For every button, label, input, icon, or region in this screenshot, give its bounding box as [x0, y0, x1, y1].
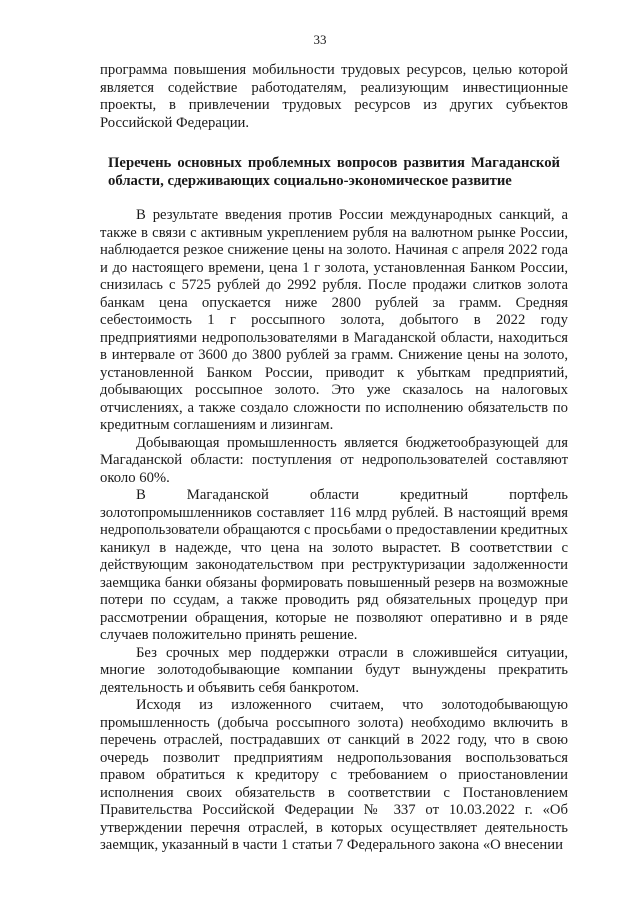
spacer: [100, 190, 568, 207]
paragraph-sanctions-gold-price: В результате введения против России международных санкций, а также в связи с активным укреплением рубля на валютном рынке России, наблюдается резкое снижение цены на золото. Начиная с апреля 2022 года и до настоящего времени, цена 1 г золота, установленная Банком России, снизилась с 5725 рублей до 2992 рубля. После продажи слитков золота банкам цена опускается ниже 2800 рублей за грамм. Средняя себестоимость 1 г россыпного золота, добытого в 2022 году предприятиями недропользователями в Магаданской области, находиться в интервале от 3600 до 3800 рублей за грамм. Снижение цены на золото, установленной Банком России, приводит к убыткам предприятий, добывающих россыпное золото. Это уже сказалось на налоговых отчислениях, а также создало сложности по исполнению обязательств по кредитным соглашениям и лизингам.: [100, 207, 568, 433]
paragraph-credit-portfolio: В Магаданской области кредитный портфель золотопромышленников составляет 116 млрд рублей. В настоящий время недропользователи обращаются с просьбами о предоставлении кредитных каникул в надежде, что цена на золото вырастет. В соответствии с действующим законодательством при реструктуризации задолженности заемщика банки обязаны формировать повышенный резерв на возможные потери по ссудам, а также проводить ряд обязательных процедур при рассмотрении обращения, которые не позволяют оперативно и в ряде случаев положительно принять решение.: [100, 487, 568, 643]
paragraph-mining-budget: Добывающая промышленность является бюджетообразующей для Магаданской области: поступления от недропользователей составляют около 60%.: [100, 434, 568, 486]
section-heading: Перечень основных проблемных вопросов развития Магаданской области, сдерживающих социально-экономическое развитие: [108, 155, 560, 189]
document-body: [100, 62, 568, 855]
paragraph-proposal: Исходя из изложенного считаем, что золотодобывающую промышленность (добыча россыпного золота) необходимо включить в перечень отраслей, пострадавших от санкций в 2022 году, что в свою очередь позволит предприятиям недропользования воспользоваться правом обратиться к кредитору с требованием о приостановлении исполнения своих обязательств в соответствии с Постановлением Правительства Российской Федерации № 337 от 10.03.2022 г. «Об утверждении перечня отраслей, в которых осуществляет деятельность заемщик, указанный в части 1 статьи 7 Федерального закона «О внесении: [100, 697, 568, 853]
paragraph-support-measures: Без срочных мер поддержки отрасли в сложившейся ситуации, многие золотодобывающие компании будут вынуждены прекратить деятельность и объявить себя банкротом.: [100, 644, 568, 696]
page-number: 33: [313, 32, 327, 47]
spacer: [100, 132, 568, 154]
intro-paragraph: программа повышения мобильности трудовых ресурсов, целью которой является содействие работодателям, реализующим инвестиционные проекты, в привлечении трудовых ресурсов из других субъектов Российской Федерации.: [100, 62, 568, 131]
